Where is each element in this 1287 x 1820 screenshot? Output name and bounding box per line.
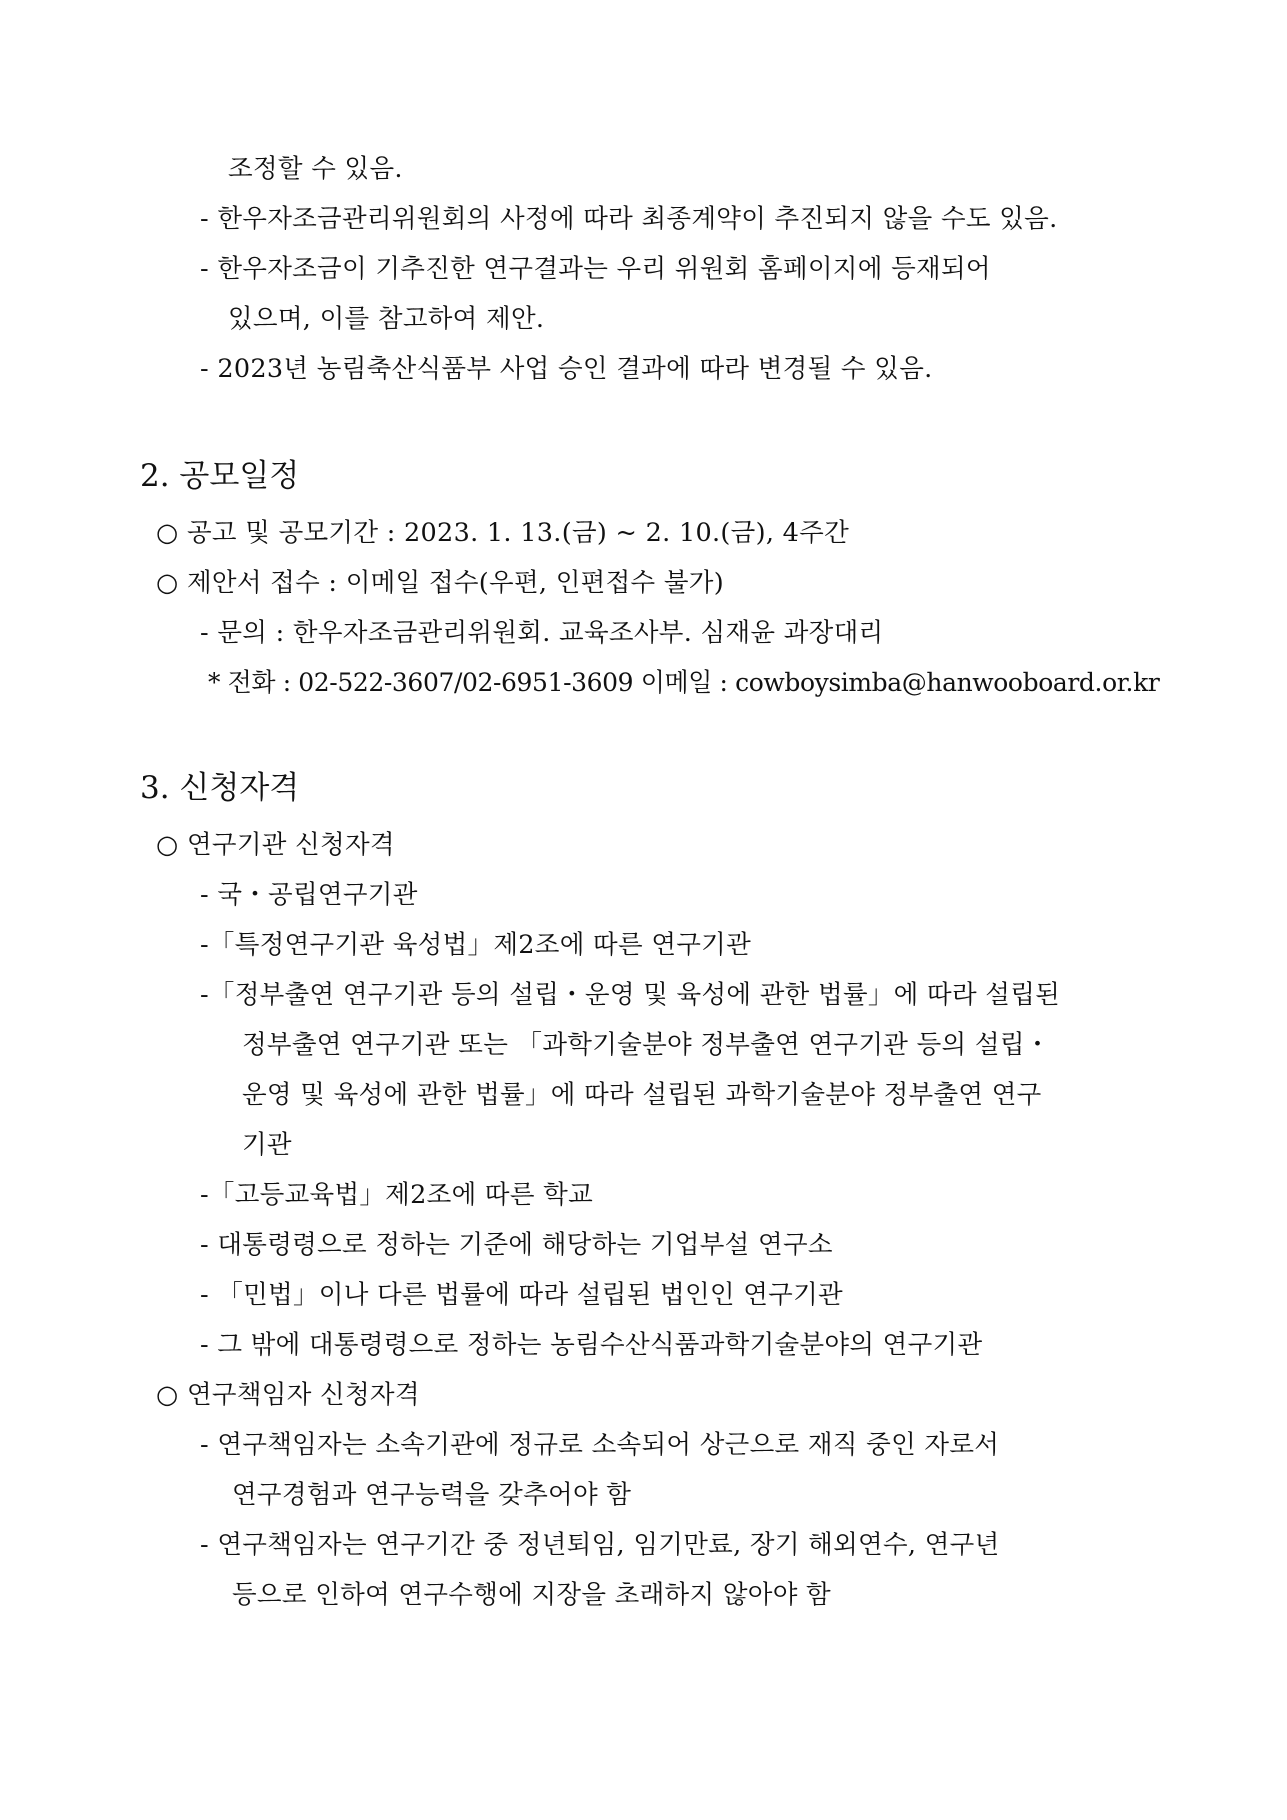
- section-3-bullet-institution: ○ 연구기관 신청자격: [156, 830, 395, 860]
- intro-item-1: - 한우자조금관리위원회의 사정에 따라 최종계약이 추진되지 않을 수도 있음.: [200, 204, 1058, 234]
- researcher-item-2: - 연구책임자는 연구기간 중 정년퇴임, 임기만료, 장기 해외연수, 연구년: [200, 1530, 1000, 1560]
- institution-item-5: - 대통령령으로 정하는 기준에 해당하는 기업부설 연구소: [200, 1230, 833, 1260]
- institution-item-3: -「정부출연 연구기관 등의 설립・운영 및 육성에 관한 법률」에 따라 설립된: [200, 980, 1061, 1010]
- section-2-heading: 2. 공모일정: [140, 458, 300, 494]
- researcher-item-2-cont: 등으로 인하여 연구수행에 지장을 초래하지 않아야 함: [232, 1580, 831, 1610]
- institution-item-3-cont-1: 정부출연 연구기관 또는 「과학기술분야 정부출연 연구기관 등의 설립・: [242, 1030, 1051, 1060]
- intro-item-3: - 2023년 농림축산식품부 사업 승인 결과에 따라 변경될 수 있음.: [200, 354, 933, 384]
- institution-item-7: - 그 밖에 대통령령으로 정하는 농림수산식품과학기술분야의 연구기관: [200, 1330, 983, 1360]
- section-2-bullet-submission: ○ 제안서 접수 : 이메일 접수(우편, 인편접수 불가): [156, 568, 724, 598]
- researcher-item-1: - 연구책임자는 소속기관에 정규로 소속되어 상근으로 재직 중인 자로서: [200, 1430, 1000, 1460]
- section-3-bullet-researcher: ○ 연구책임자 신청자격: [156, 1380, 420, 1410]
- section-2-contact: * 전화 : 02-522-3607/02-6951-3609 이메일 : cowboysimba@hanwooboard.or.kr: [208, 668, 1160, 698]
- intro-continuation: 조정할 수 있음.: [228, 154, 403, 184]
- institution-item-3-cont-3: 기관: [242, 1130, 292, 1160]
- researcher-item-1-cont: 연구경험과 연구능력을 갖추어야 함: [232, 1480, 632, 1510]
- institution-item-4: -「고등교육법」제2조에 따른 학교: [200, 1180, 594, 1210]
- institution-item-6: - 「민법」이나 다른 법률에 따라 설립된 법인인 연구기관: [200, 1280, 843, 1310]
- intro-item-2-cont: 있으며, 이를 참고하여 제안.: [228, 304, 545, 334]
- section-2-bullet-period: ○ 공고 및 공모기간 : 2023. 1. 13.(금) ~ 2. 10.(금), 4주간: [156, 518, 850, 548]
- intro-item-2: - 한우자조금이 기추진한 연구결과는 우리 위원회 홈페이지에 등재되어: [200, 254, 991, 284]
- institution-item-3-cont-2: 운영 및 육성에 관한 법률」에 따라 설립된 과학기술분야 정부출연 연구: [242, 1080, 1042, 1110]
- section-3-heading: 3. 신청자격: [140, 770, 300, 806]
- section-2-inquiry: - 문의 : 한우자조금관리위원회. 교육조사부. 심재윤 과장대리: [200, 618, 884, 648]
- institution-item-2: -「특정연구기관 육성법」제2조에 따른 연구기관: [200, 930, 752, 960]
- institution-item-1: - 국・공립연구기관: [200, 880, 418, 910]
